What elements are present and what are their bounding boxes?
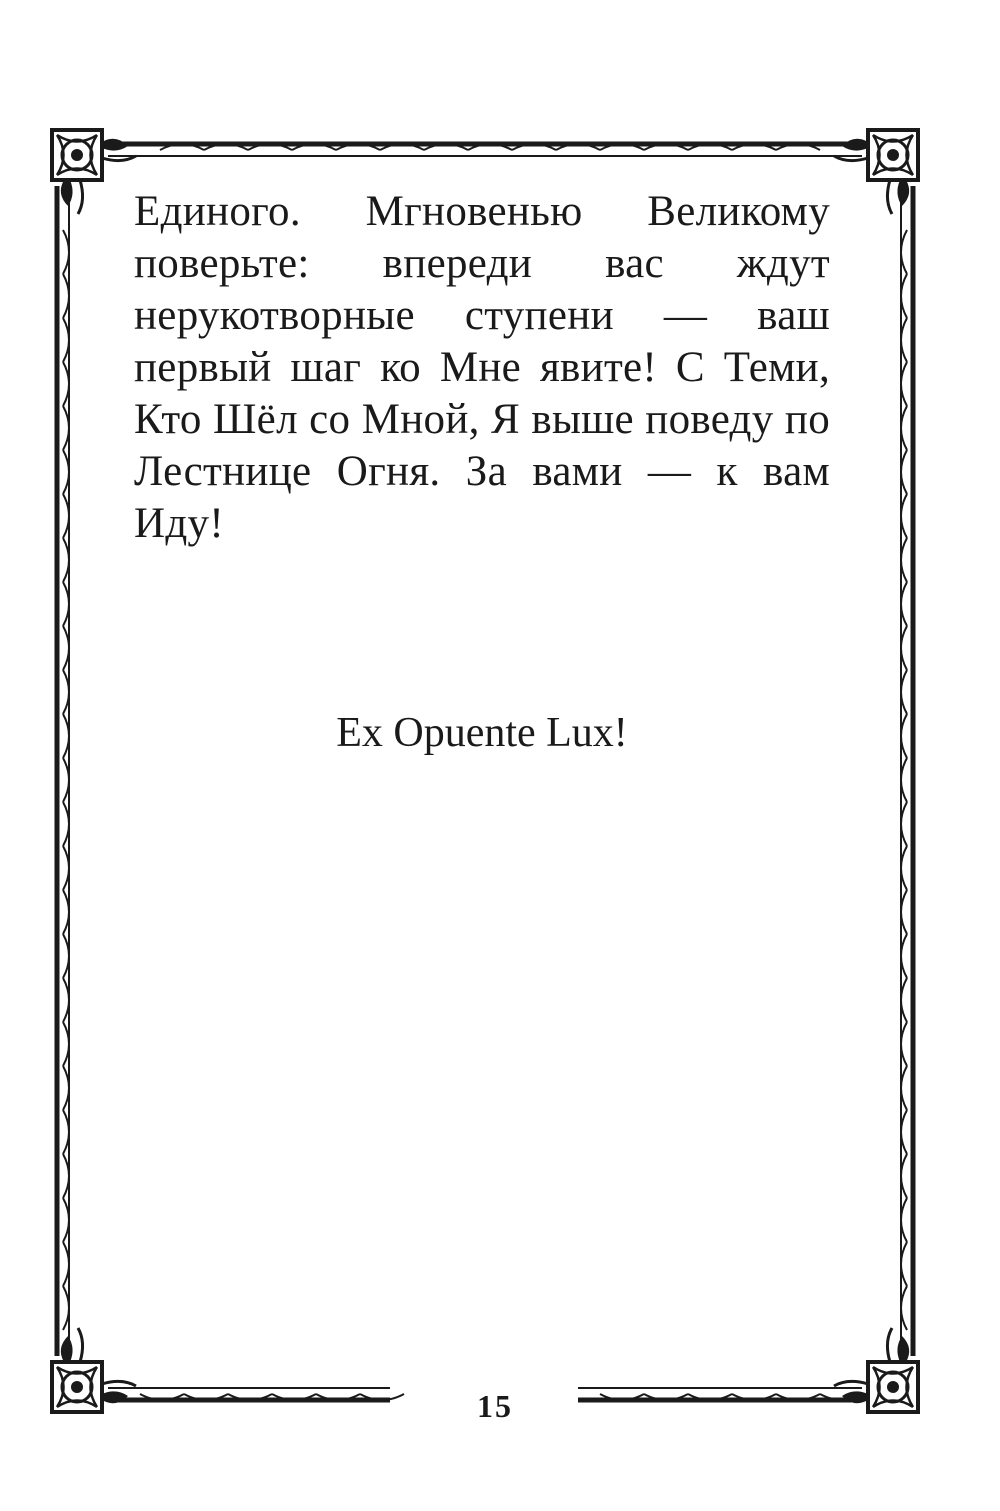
- page-number: 15: [477, 1388, 513, 1424]
- closing-phrase: Ex Opuente Lux!: [336, 710, 628, 756]
- body-paragraph: Единого. Мгновенью Великому поверьте: впереди вас ждут нерукотворные ступени — ваш первый шаг ко Мне явите! С Теми, Кто Шёл со Мной, Я выше поведу по Лестнице Огня. За вами — к вам Иду!: [134, 188, 830, 547]
